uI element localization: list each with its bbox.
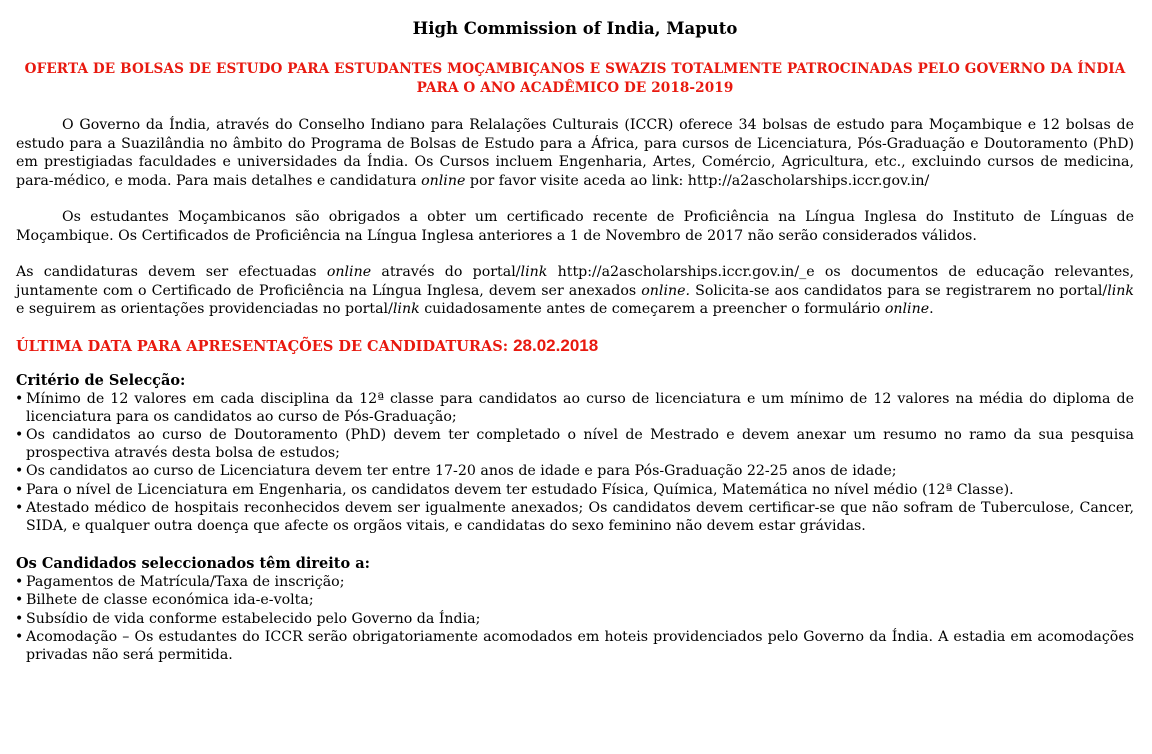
text-fragment: Solicita-se aos candidatos para se registrarem no portal/ [690, 282, 1108, 299]
list-item [16, 390, 1134, 426]
bullet-icon: • [15, 592, 24, 609]
application-paragraph [16, 263, 1134, 319]
spacer [16, 98, 1134, 116]
link-word: link [392, 301, 420, 317]
list-item [16, 499, 1134, 535]
online-word: online. [641, 282, 691, 299]
online-word: online [884, 301, 930, 317]
list-item-text: Os candidatos ao curso de Licenciatura devem ter entre 17-20 anos de idade e para Pós-Graduação 22-25 anos de idade; [26, 463, 897, 480]
intro-text: O Governo da Índia, através do Conselho Indiano para Relalações Culturais (ICCR) oferece 34 bolsas de estudo para Moçambique e 12 bolsas de estudo para a Suazilândia no âmbito do Programa de Bolsas de Estudo para a África, para cursos de Licenciatura, Pós-Graduação e Doutoramento (PhD) em prestigiadas faculdades e universidades da Índia. Os Cursos incluem Engenharia, Artes, Comércio, Agricultura, etc., excluindo cursos de medicina, para-médico, e moda. Para mais detalhes e candidatura [16, 117, 1134, 189]
bullet-icon: • [15, 426, 24, 443]
text-fragment: . [929, 301, 934, 317]
scholarship-heading: OFERTA DE BOLSAS DE ESTUDO PARA ESTUDANTES MOÇAMBIÇANOS E SWAZIS TOTALMENTE PATROCINADAS PELO GOVERNO DA ÍNDIA PARA O ANO ACADÊMICO DE 2018-2019 [24, 61, 1126, 96]
list-item-text: Para o nível de Licenciatura em Engenharia, os candidatos devem ter estudado Física, Química, Matemática no nível médio (12ª Classe). [26, 481, 1014, 498]
list-item-text: Acomodação – Os estudantes do ICCR serão obrigatoriamente acomodados em hoteis providenciados pelo Governo da Índia. A estadia em acomodações privadas não será permitida. [26, 628, 1134, 663]
bullet-icon: • [15, 481, 24, 498]
list-item [16, 573, 1134, 591]
criteria-title: Critério de Selecção: [16, 371, 186, 389]
online-word: online [421, 172, 466, 189]
intro-paragraph [16, 116, 1134, 190]
deadline-line [16, 335, 1134, 358]
spacer [16, 245, 1134, 263]
deadline-label: ÚLTIMA DATA PARA APRESENTAÇÕES DE CANDIDATURAS: [16, 337, 514, 355]
text-fragment: e seguirem as orientações providenciadas no portal/ [16, 301, 393, 317]
list-item-text: Bilhete de classe económica ida-e-volta; [26, 592, 314, 609]
text-fragment: através do portal/ [371, 264, 521, 280]
text-fragment: cuidadosamente antes de começarem a preencher o formulário [419, 301, 885, 317]
list-item [16, 426, 1134, 462]
bullet-icon: • [15, 610, 24, 627]
text-fragment: As candidaturas devem ser efectuadas [16, 264, 327, 280]
list-item [16, 481, 1134, 499]
list-item [16, 462, 1134, 480]
document-title: High Commission of India, Maputo [412, 19, 738, 38]
bullet-icon: • [15, 390, 24, 407]
list-item-text: Os candidatos ao curso de Doutoramento (PhD) devem ter completado o nível de Mestrado e devem anexar um resumo no ramo da sua pesquisa prospectiva através desta bolsa de estudos; [26, 426, 1134, 462]
online-word: online [326, 264, 372, 280]
benefits-list [16, 573, 1134, 664]
intro-link-text: por favor visite aceda ao link: http://a2ascholarships.iccr.gov.in/ [465, 172, 930, 189]
list-item [16, 628, 1134, 664]
list-item-text: Mínimo de 12 valores em cada disciplina da 12ª classe para candidatos ao curso de licenciatura e um mínimo de 12 valores na média do diploma de licenciatura para os candidatos ao curso de Pós-Graduação; [26, 390, 1134, 425]
bullet-icon: • [15, 628, 24, 645]
bullet-icon: • [15, 463, 24, 480]
proficiency-paragraph: Os estudantes Moçambicanos são obrigados a obter um certificado recente de Proficiência na Língua Inglesa do Instituto de Línguas de Moçambique. Os Certificados de Proficiência na Língua Inglesa anteriores a 1 de Novembro de 2017 não serão considerados válidos. [16, 209, 1134, 244]
list-item-text: Subsídio de vida conforme estabelecido pelo Governo da Índia; [26, 610, 481, 627]
list-item-text: Atestado médico de hospitais reconhecidos devem ser igualmente anexados; Os candidatos devem certificar-se que não sofram de Tuberculose, Cancer, SIDA, e qualquer outra doença que afecte os orgãos vitais, e candidatas do sexo feminino não devem estar grávidas. [26, 499, 1134, 534]
spacer [16, 190, 1134, 208]
criteria-list [16, 390, 1134, 536]
link-word: link [1107, 282, 1134, 299]
deadline-date: 28.02.2018 [513, 335, 599, 355]
list-item [16, 591, 1134, 609]
list-item [16, 610, 1134, 628]
benefits-title: Os Candidados seleccionados têm direito a: [16, 555, 370, 573]
text-fragment: http://a2ascholarships.iccr.gov.in/_e os documentos de educação relevantes, juntamente com o Certificado de Proficiência na Língua Inglesa, devem ser anexados [16, 264, 1135, 299]
link-word: link [520, 264, 548, 280]
bullet-icon: • [15, 574, 24, 591]
bullet-icon: • [15, 499, 24, 516]
list-item-text: Pagamentos de Matrícula/Taxa de inscrição; [26, 574, 345, 591]
